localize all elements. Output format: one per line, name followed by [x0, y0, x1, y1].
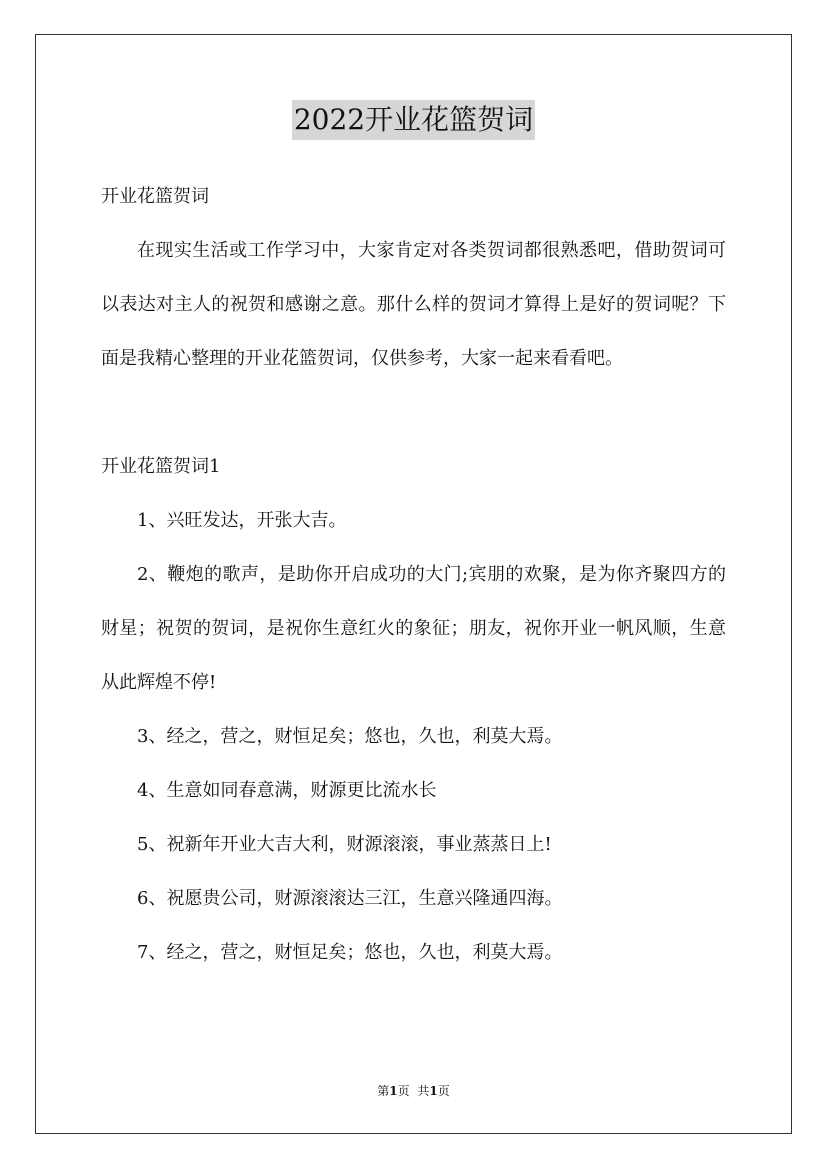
page-current: 1: [389, 1084, 398, 1098]
list-item-2: 2、鞭炮的歌声，是助你开启成功的大门;宾朋的欢聚，是为你齐聚四方的财星；祝贺的贺词，是祝你生意红火的象征；朋友，祝你开业一帆风顺，生意从此辉煌不停!: [101, 564, 726, 693]
spacer: [101, 386, 726, 440]
list-item-6: 6、祝愿贵公司，财源滚滚达三江，生意兴隆通四海。: [137, 888, 563, 909]
list-item-1: 1、兴旺发达，开张大吉。: [137, 510, 347, 531]
total-prefix: 共: [417, 1084, 430, 1098]
page-footer: [0, 1082, 827, 1100]
list-item-5: 5、祝新年开业大吉大利，财源滚滚，事业蒸蒸日上!: [137, 834, 552, 855]
document-title: 2022开业花篮贺词: [292, 100, 535, 140]
title-container: [0, 100, 827, 140]
page-total: 1: [429, 1084, 438, 1098]
document-body: [101, 170, 726, 980]
section-heading: 开业花篮贺词1: [101, 456, 221, 477]
intro-paragraph: 在现实生活或工作学习中，大家肯定对各类贺词都很熟悉吧，借助贺词可以表达对主人的祝贺和感谢之意。那什么样的贺词才算得上是好的贺词呢？下面是我精心整理的开业花篮贺词，仅供参考，大家一起来看看吧。: [101, 240, 726, 369]
page-prefix: 第: [377, 1084, 390, 1098]
list-item-3: 3、经之，营之，财恒足矣；悠也，久也，利莫大焉。: [137, 726, 563, 747]
total-suffix: 页: [437, 1084, 450, 1098]
page-suffix: 页: [397, 1084, 410, 1098]
heading: 开业花篮贺词: [101, 186, 209, 207]
list-item-4: 4、生意如同春意满，财源更比流水长: [137, 780, 437, 801]
list-item-7: 7、经之，营之，财恒足矣；悠也，久也，利莫大焉。: [137, 942, 563, 963]
